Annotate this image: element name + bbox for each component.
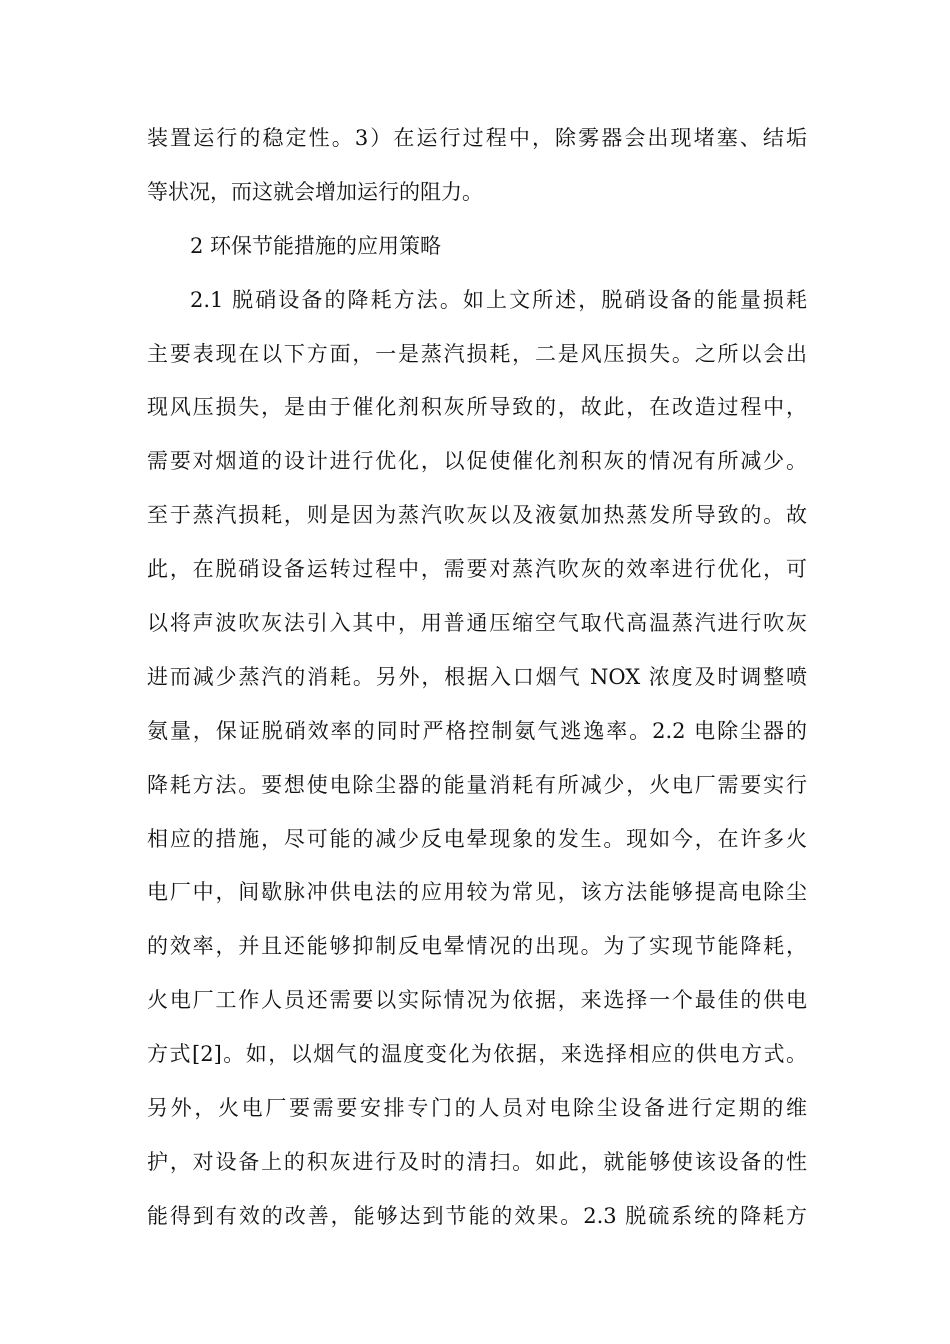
text-line: 以将声波吹灰法引入其中，用普通压缩空气取代高温蒸汽进行吹灰 [147, 611, 807, 636]
text-line: 方式[2]。如，以烟气的温度变化为依据，来选择相应的供电方式。 [147, 1042, 807, 1067]
text-line: 此，在脱硝设备运转过程中，需要对蒸汽吹灰的效率进行优化，可 [147, 557, 807, 582]
text-line: 需要对烟道的设计进行优化，以促使催化剂积灰的情况有所减少。 [147, 449, 807, 474]
text-line: 能得到有效的改善，能够达到节能的效果。2.3 脱硫系统的降耗方 [147, 1203, 807, 1228]
text-line: 火电厂工作人员还需要以实际情况为依据，来选择一个最佳的供电 [147, 988, 807, 1013]
text-line: 护，对设备上的积灰进行及时的清扫。如此，就能够使该设备的性 [147, 1149, 807, 1174]
text-line: 现风压损失，是由于催化剂积灰所导致的，故此，在改造过程中， [147, 395, 807, 420]
text-line: 主要表现在以下方面，一是蒸汽损耗，二是风压损失。之所以会出 [147, 341, 807, 366]
text-line: 等状况，而这就会增加运行的阻力。 [147, 179, 483, 204]
text-line: 相应的措施，尽可能的减少反电晕现象的发生。现如今，在许多火 [147, 826, 807, 851]
text-line: 进而减少蒸汽的消耗。另外，根据入口烟气 NOX 浓度及时调整喷 [147, 664, 807, 689]
section-heading: 2 环保节能措施的应用策略 [190, 233, 442, 258]
text-line: 装置运行的稳定性。3）在运行过程中，除雾器会出现堵塞、结垢 [147, 126, 807, 150]
text-line: 至于蒸汽损耗，则是因为蒸汽吹灰以及液氨加热蒸发所导致的。故 [147, 503, 807, 528]
text-line: 另外，火电厂要需要安排专门的人员对电除尘设备进行定期的维 [147, 1096, 807, 1121]
text-line: 电厂中，间歇脉冲供电法的应用较为常见，该方法能够提高电除尘 [147, 880, 807, 905]
body-text [147, 116, 807, 1248]
paragraph-first-line: 2.1 脱硝设备的降耗方法。如上文所述，脱硝设备的能量损耗 [190, 287, 807, 312]
text-line: 降耗方法。要想使电除尘器的能量消耗有所减少，火电厂需要实行 [147, 772, 807, 797]
text-line: 的效率，并且还能够抑制反电晕情况的出现。为了实现节能降耗， [147, 934, 807, 959]
text-line: 氨量，保证脱硝效率的同时严格控制氨气逃逸率。2.2 电除尘器的 [147, 718, 807, 743]
